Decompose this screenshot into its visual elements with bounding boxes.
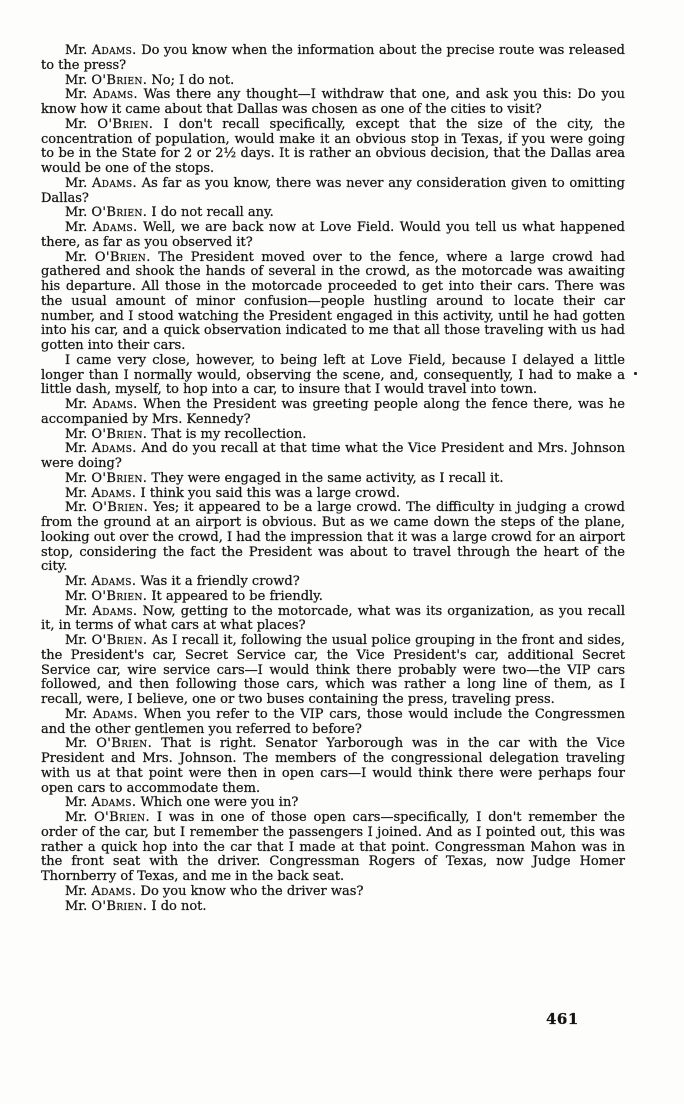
paragraph-text: When the President was greeting people along the fence there, was he accompanied by Mrs. Kennedy? bbox=[41, 397, 625, 427]
transcript-paragraph bbox=[41, 118, 625, 177]
transcript-paragraph bbox=[41, 472, 625, 487]
scan-artifact-dot bbox=[634, 372, 637, 375]
transcript-paragraph bbox=[41, 177, 625, 207]
speaker-label bbox=[65, 43, 137, 58]
speaker-prefix: Mr. bbox=[65, 72, 88, 88]
paragraph-text: Well, we are back now at Love Field. Would you tell us what happened there, as far as you observed it? bbox=[41, 220, 625, 250]
paragraph-text: I do not. bbox=[151, 898, 207, 914]
speaker-prefix: Mr. bbox=[65, 426, 88, 442]
speaker-prefix: Mr. bbox=[65, 795, 88, 811]
speaker-prefix: Mr. bbox=[65, 116, 88, 132]
speaker-prefix: Mr. bbox=[65, 87, 88, 103]
transcript-paragraph bbox=[41, 206, 625, 221]
speaker-prefix: Mr. bbox=[65, 633, 88, 648]
paragraph-text: I was in one of those open cars—specifically, I don't remember the order of the car, but I remember the passengers I joined. And as I pointed out, this was rather a quick hop into the car that I made at that point. Congressman Mahon was in the front seat with the driver. Congressman Rogers of Texas, now Judge Homer Thornberry of Texas, and me in the back seat. bbox=[41, 810, 625, 884]
transcript-paragraph bbox=[41, 44, 625, 74]
speaker-prefix: Mr. bbox=[65, 249, 88, 265]
paragraph-text: I came very close, however, to being left at Love Field, because I delayed a little longer than I normally would, observing the scene, and, consequently, I had to make a little dash, myself, to hop into a car, to insure that I would travel into town. bbox=[41, 352, 625, 398]
transcript-paragraph bbox=[41, 501, 625, 575]
paragraph-text: Do you know when the information about the precise route was released to the press? bbox=[41, 43, 626, 73]
speaker-label bbox=[65, 486, 136, 501]
paragraph-text: No; I do not. bbox=[151, 72, 235, 88]
speaker-label bbox=[65, 736, 152, 751]
paragraph-text: I don't recall specifically, except that the size of the city, the concentration of population, would make it an obvious stop in Texas, if you were going to be in the State for 2 or 2½ days. It is rather an obvious decision, that the Dallas area would be one of the stops. bbox=[41, 116, 626, 176]
speaker-name: O'Brien. bbox=[94, 249, 151, 265]
speaker-name: Adams. bbox=[91, 795, 137, 811]
speaker-prefix: Mr. bbox=[65, 175, 88, 191]
speaker-prefix: Mr. bbox=[65, 898, 88, 914]
speaker-name: Adams. bbox=[91, 175, 137, 191]
speaker-label bbox=[65, 574, 136, 589]
speaker-name: O'Brien. bbox=[91, 633, 148, 648]
speaker-prefix: Mr. bbox=[65, 736, 88, 752]
speaker-name: Adams. bbox=[92, 87, 138, 103]
speaker-label bbox=[65, 604, 137, 619]
transcript-paragraph bbox=[41, 575, 625, 590]
transcript-paragraph bbox=[41, 885, 625, 900]
paragraph-text: I think you said this was a large crowd. bbox=[140, 485, 400, 501]
speaker-label bbox=[65, 884, 136, 899]
paragraph-text: The President moved over to the fence, where a large crowd had gathered and shook the hands of several in the crowd, as the motorcade was awaiting his departure. All those in the motorcade proceeded to get into their cars. There was the usual amount of minor confusion—people hustling around to locate their car number, and I stood watching the President engaged in this activity, until he had gotten into his car, and a quick observation indicated to me that all those traveling with us had gotten into their cars. bbox=[41, 249, 625, 353]
paragraph-text: When you refer to the VIP cars, those would include the Congressmen and the other gentlemen you referred to before? bbox=[41, 706, 625, 737]
speaker-name: O'Brien. bbox=[91, 72, 148, 88]
speaker-label bbox=[65, 810, 150, 825]
speaker-name: O'Brien. bbox=[97, 116, 154, 132]
speaker-label bbox=[65, 471, 147, 486]
speaker-label bbox=[65, 220, 138, 235]
speaker-name: O'Brien. bbox=[91, 470, 148, 486]
speaker-name: Adams. bbox=[92, 706, 138, 722]
speaker-prefix: Mr. bbox=[65, 883, 88, 899]
speaker-prefix: Mr. bbox=[65, 603, 88, 619]
speaker-label bbox=[65, 73, 147, 88]
speaker-name: Adams. bbox=[91, 485, 137, 501]
speaker-prefix: Mr. bbox=[65, 706, 88, 722]
paragraph-text: As I recall it, following the usual police grouping in the front and sides, the President's car, Secret Service car, the Vice President's car, additional Secret Service car, wire service cars—I would think there probably were two—the VIP cars followed, and then following those cars, which was rather a long line of them, as I recall, were, I believe, one or two buses containing the press, traveling press. bbox=[41, 633, 625, 707]
speaker-name: O'Brien. bbox=[91, 588, 148, 604]
transcript-paragraph bbox=[41, 221, 625, 251]
paragraph-text: Which one were you in? bbox=[140, 795, 299, 811]
speaker-label bbox=[65, 500, 148, 515]
speaker-label bbox=[65, 176, 137, 191]
speaker-label bbox=[65, 397, 138, 412]
speaker-label bbox=[65, 795, 136, 810]
speaker-label bbox=[65, 117, 153, 132]
speaker-name: O'Brien. bbox=[92, 500, 149, 516]
speaker-name: Adams. bbox=[91, 883, 137, 899]
speaker-name: O'Brien. bbox=[91, 426, 148, 442]
speaker-name: O'Brien. bbox=[96, 736, 153, 752]
transcript-paragraph bbox=[41, 605, 625, 635]
speaker-label bbox=[65, 205, 147, 220]
transcript-paragraph bbox=[41, 708, 625, 738]
transcript-paragraph bbox=[41, 88, 625, 118]
speaker-prefix: Mr. bbox=[65, 500, 88, 516]
speaker-name: Adams. bbox=[91, 441, 137, 457]
speaker-prefix: Mr. bbox=[65, 205, 88, 221]
transcript-paragraph bbox=[41, 737, 625, 796]
paragraph-text: Now, getting to the motorcade, what was its organization, as you recall it, in terms of what cars at what places? bbox=[41, 603, 625, 634]
paragraph-text: They were engaged in the same activity, as I recall it. bbox=[151, 470, 504, 486]
transcript-paragraph bbox=[41, 811, 625, 885]
transcript bbox=[41, 44, 625, 914]
paragraph-text: Was there any thought—I withdraw that one, and ask you this: Do you know how it came about that Dallas was chosen as one of the cities to visit? bbox=[41, 87, 625, 117]
speaker-label bbox=[65, 441, 137, 456]
transcript-paragraph bbox=[41, 634, 625, 708]
speaker-prefix: Mr. bbox=[65, 810, 88, 825]
paragraph-text: As far as you know, there was never any consideration given to omitting Dallas? bbox=[41, 175, 625, 206]
paragraph-text: Yes; it appeared to be a large crowd. The difficulty in judging a crowd from the ground at an airport is obvious. But as we came down the steps of the plane, looking out over the crowd, I had the impression that it was a large crowd for an airport stop, considering the fact the President was about to travel through the heart of the city. bbox=[41, 500, 625, 575]
speaker-name: Adams. bbox=[91, 574, 137, 589]
speaker-label bbox=[65, 899, 147, 914]
transcript-paragraph bbox=[41, 900, 625, 915]
transcript-paragraph bbox=[41, 442, 625, 472]
paragraph-text: That is right. Senator Yarborough was in the car with the Vice President and Mrs. Johnson. The members of the congressional delegation traveling with us at that point were then in open cars—I would think there were perhaps four open cars to accommodate them. bbox=[41, 736, 625, 796]
transcript-paragraph bbox=[41, 251, 625, 354]
speaker-label bbox=[65, 707, 138, 722]
speaker-name: O'Brien. bbox=[91, 898, 148, 914]
speaker-label bbox=[65, 633, 147, 648]
speaker-prefix: Mr. bbox=[65, 441, 88, 457]
page-number: 461 bbox=[546, 1010, 579, 1028]
speaker-name: Adams. bbox=[92, 603, 138, 619]
paragraph-text: Was it a friendly crowd? bbox=[140, 574, 300, 589]
paragraph-text: And do you recall at that time what the Vice President and Mrs. Johnson were doing? bbox=[41, 441, 625, 471]
paragraph-text: I do not recall any. bbox=[151, 205, 274, 221]
speaker-name: O'Brien. bbox=[91, 205, 148, 221]
transcript-paragraph bbox=[41, 487, 625, 502]
speaker-name: Adams. bbox=[92, 397, 138, 412]
speaker-prefix: Mr. bbox=[65, 43, 88, 58]
speaker-prefix: Mr. bbox=[65, 470, 88, 486]
speaker-label bbox=[65, 250, 151, 265]
speaker-prefix: Mr. bbox=[65, 397, 88, 412]
transcript-paragraph bbox=[41, 796, 625, 811]
transcript-paragraph bbox=[41, 74, 625, 89]
speaker-label bbox=[65, 589, 147, 604]
transcript-paragraph bbox=[41, 354, 625, 398]
speaker-prefix: Mr. bbox=[65, 588, 88, 604]
speaker-prefix: Mr. bbox=[65, 220, 88, 235]
transcript-paragraph bbox=[41, 398, 625, 428]
speaker-prefix: Mr. bbox=[65, 574, 88, 589]
speaker-prefix: Mr. bbox=[65, 485, 88, 501]
speaker-name: Adams. bbox=[92, 220, 138, 235]
speaker-label bbox=[65, 87, 138, 102]
speaker-name: O'Brien. bbox=[94, 810, 150, 825]
transcript-paragraph bbox=[41, 590, 625, 605]
paragraph-text: That is my recollection. bbox=[151, 426, 307, 442]
speaker-label bbox=[65, 427, 147, 442]
transcript-paragraph bbox=[41, 428, 625, 443]
speaker-name: Adams. bbox=[91, 43, 137, 58]
paragraph-text: It appeared to be friendly. bbox=[151, 588, 323, 604]
paragraph-text: Do you know who the driver was? bbox=[140, 883, 364, 899]
